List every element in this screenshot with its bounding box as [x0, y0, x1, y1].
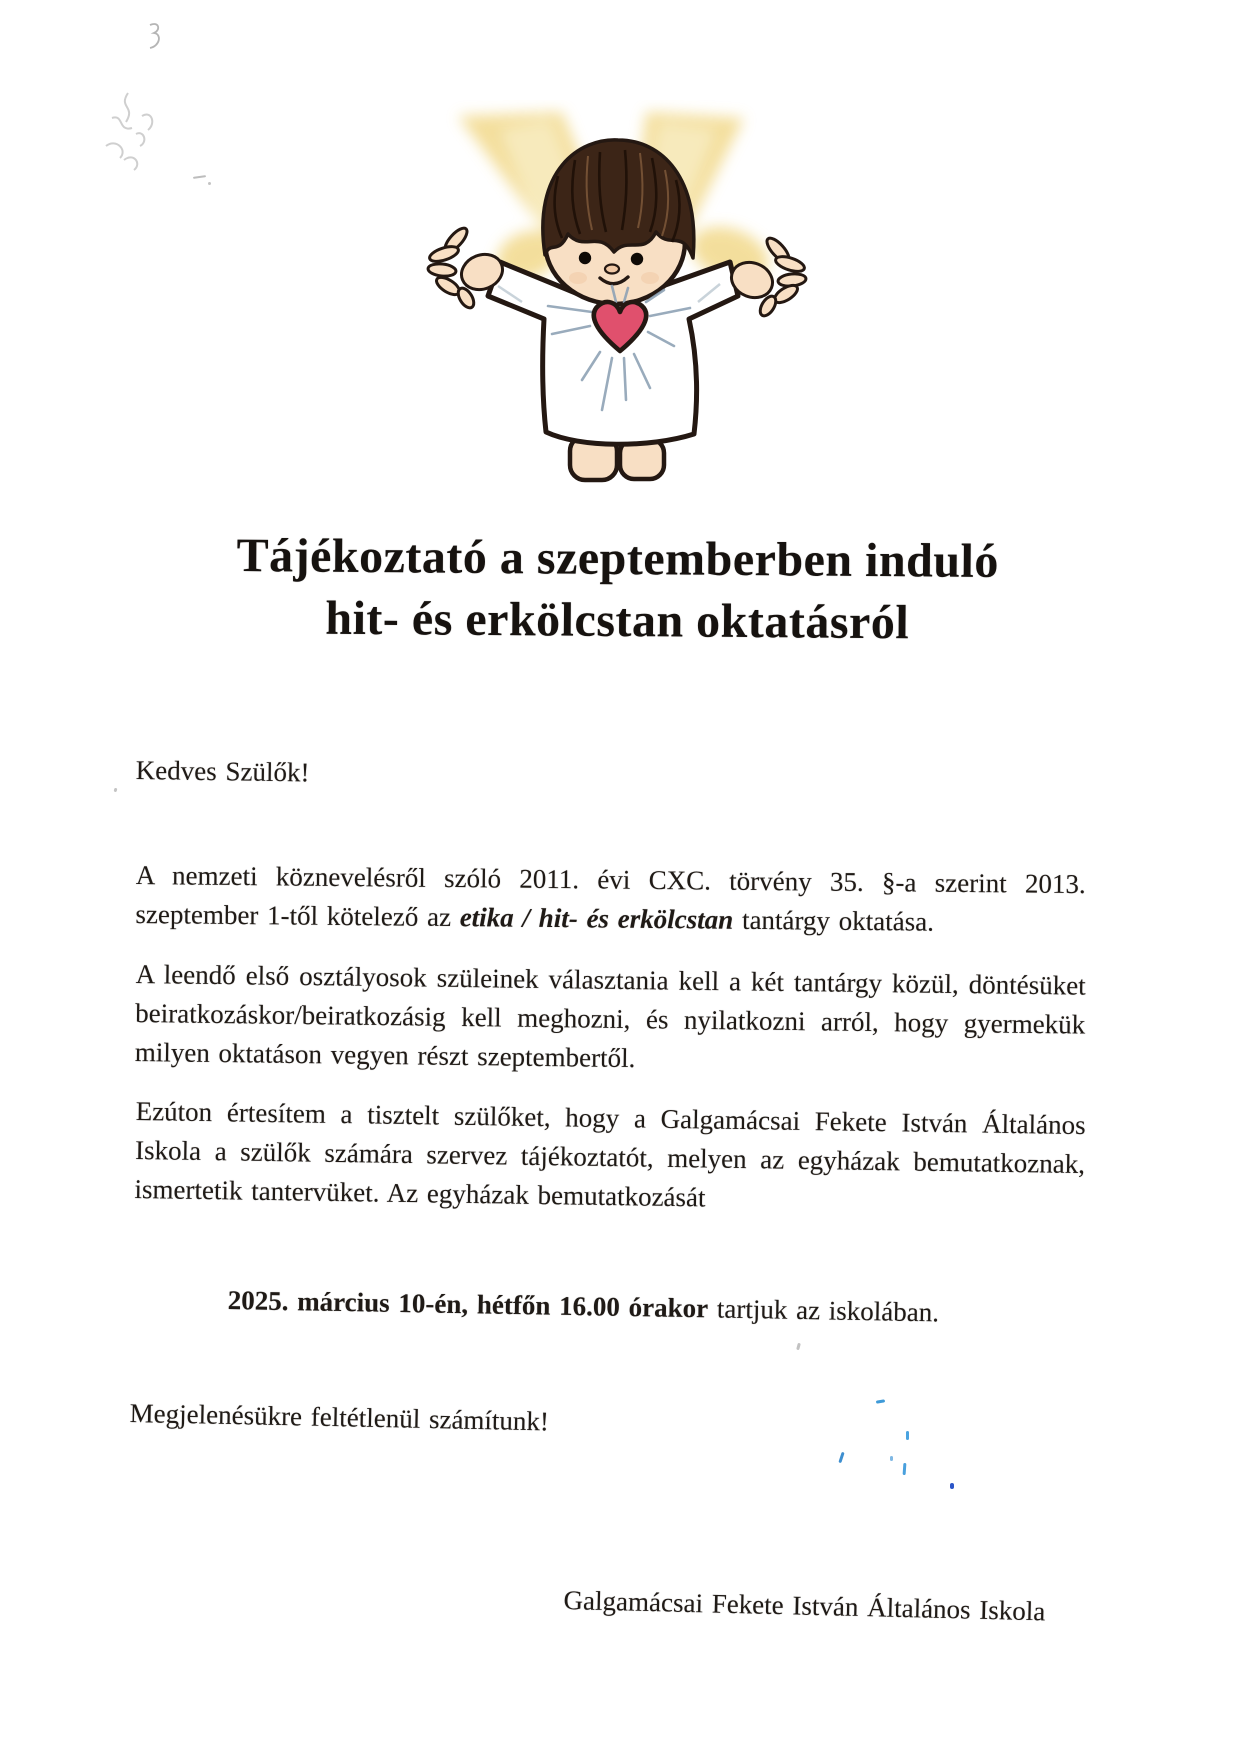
blue-ink-speck: [838, 1452, 844, 1463]
closing-line: Megjelenésükre feltétlenül számítunk!: [129, 1398, 550, 1437]
stray-dot: [114, 788, 118, 793]
letter-title: [0, 523, 1236, 657]
signature-line: Galgamácsai Fekete István Általános Iskola: [563, 1585, 1046, 1627]
pencil-smudge: [98, 88, 168, 176]
page-corner-squiggle: [146, 20, 164, 52]
tiny-dash: [193, 175, 206, 179]
head-icon: [543, 140, 694, 304]
paragraph-parent-choice: A leendő első osztályosok szüleinek választania kell a két tantárgy közül, döntésüket beiratkozáskor/beiratkozásig kell meghozni, és nyilatkozni arról, hogy gyermekük milyen oktatáson vegyen részt szeptembertől.: [134, 958, 1086, 1074]
letter-title-line-2: hit- és erkölcstan oktatásról: [325, 591, 910, 650]
paragraph-law-reference: A nemzeti köznevelésről szóló 2011. évi CXC. törvény 35. §-a szerint 2013. szeptember 1-től kötelező az etika / hit- és erkölcstan tantárgy oktatása.: [135, 859, 1086, 937]
salutation: Kedves Szülők!: [135, 755, 310, 788]
letter-title-line-1: Tájékoztató a szeptemberben induló: [236, 529, 1000, 588]
stray-grey-speck: [796, 1343, 801, 1351]
blue-ink-speck: [876, 1399, 885, 1404]
event-date-line: 2025. március 10-én, hétfőn 16.00 órakor tartjuk az iskolában.: [227, 1285, 940, 1328]
child-illustration: [400, 100, 820, 510]
tiny-dot: [208, 182, 211, 185]
blue-ink-speck: [906, 1431, 909, 1440]
paragraph-school-info: Ezúton értesítem a tisztelt szülőket, hogy a Galgamácsai Fekete István Általános Iskola a szülők számára szervez tájékoztatót, melyen az egyházak bemutatkoznak, ismertetik tantervüket. Az egyházak bemutatkozását: [134, 1095, 1086, 1213]
blue-ink-speck: [903, 1463, 907, 1475]
blue-ink-speck: [950, 1483, 954, 1489]
blue-ink-speck: [890, 1456, 893, 1461]
